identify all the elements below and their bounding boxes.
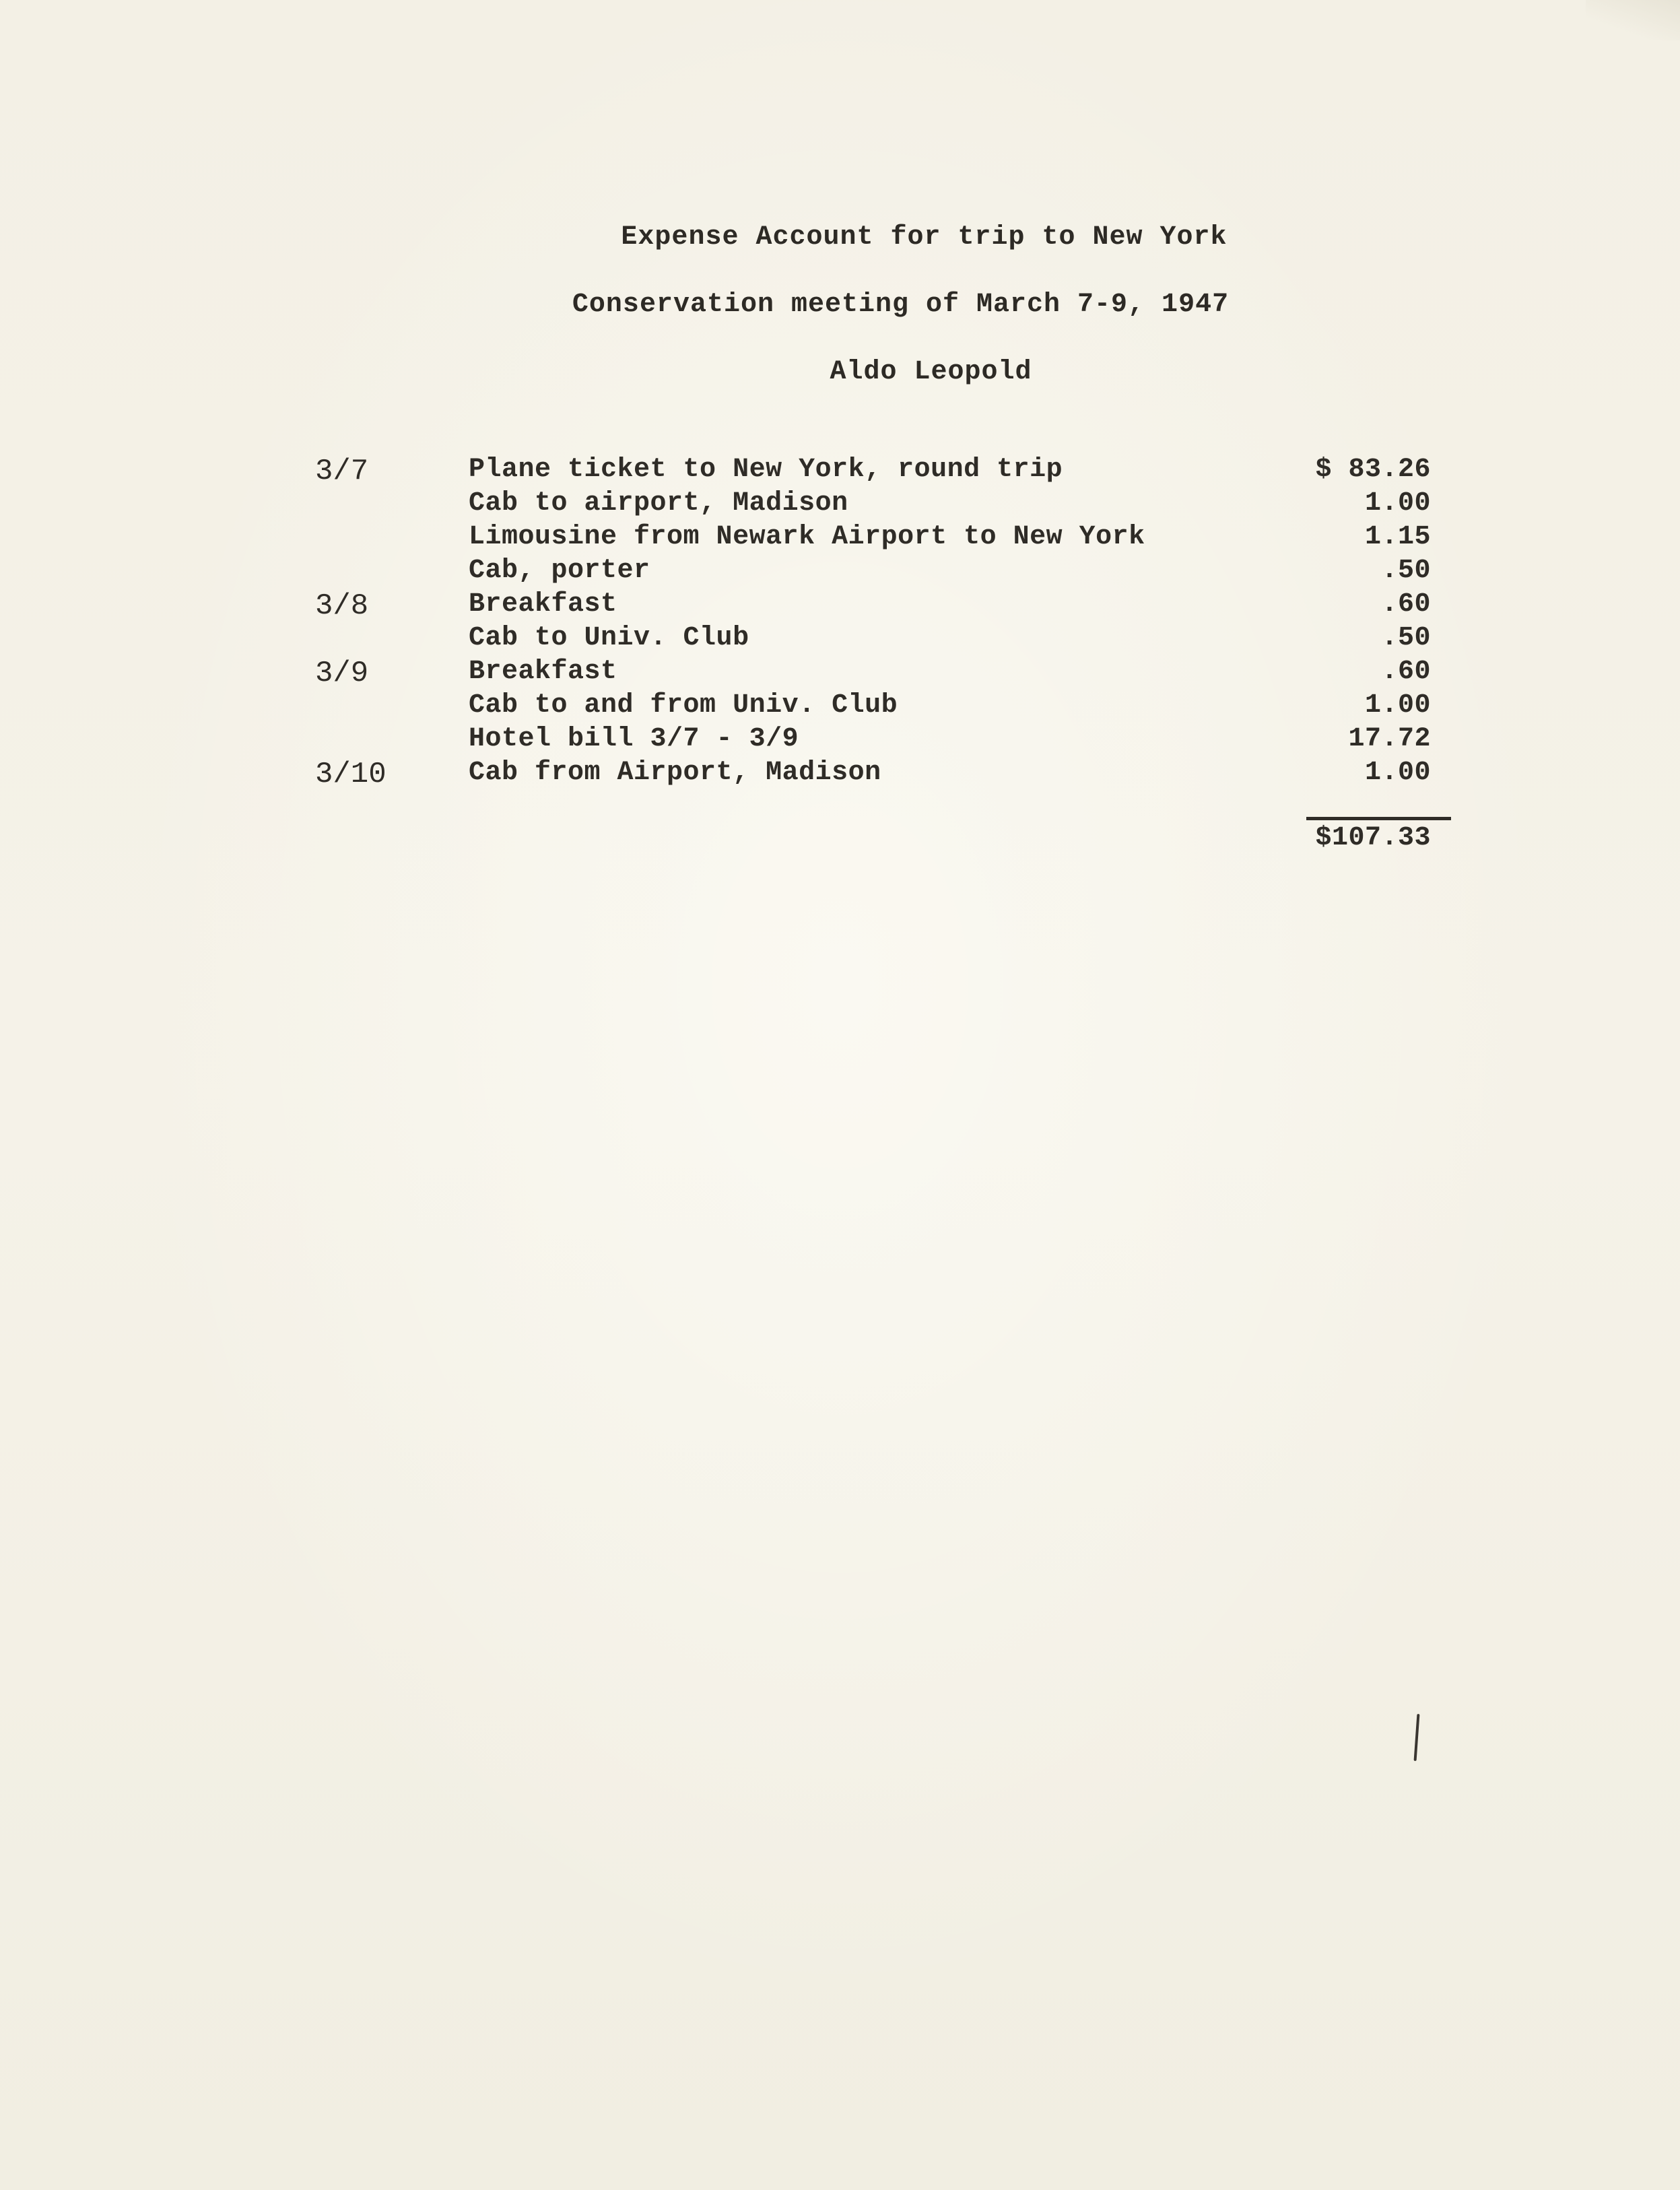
expense-row xyxy=(0,589,1680,623)
paper-corner xyxy=(1586,0,1680,40)
expense-amount: 1.00 xyxy=(1364,690,1431,721)
expense-description: Breakfast xyxy=(469,589,617,620)
expense-amount: .60 xyxy=(1381,589,1431,620)
expense-description: Breakfast xyxy=(469,657,617,687)
expense-description: Cab from Airport, Madison xyxy=(469,758,881,788)
expense-amount: 1.00 xyxy=(1364,758,1431,788)
expense-description: Cab to Univ. Club xyxy=(469,623,749,653)
expense-description: Cab, porter xyxy=(469,556,650,586)
expense-row xyxy=(0,657,1680,690)
expense-amount: 1.15 xyxy=(1364,522,1431,552)
expense-row xyxy=(0,455,1680,488)
expense-row xyxy=(0,724,1680,758)
document-title: Expense Account for trip to New York xyxy=(621,222,1228,253)
document-subtitle: Conservation meeting of March 7-9, 1947 xyxy=(572,290,1230,320)
expense-amount: .50 xyxy=(1381,556,1431,586)
expense-description: Cab to and from Univ. Club xyxy=(469,690,898,721)
expense-date: 3/9 xyxy=(315,657,369,690)
expense-description: Hotel bill 3/7 - 3/9 xyxy=(469,724,799,754)
expense-amount: 17.72 xyxy=(1348,724,1431,754)
expense-description: Cab to airport, Madison xyxy=(469,488,848,519)
total-divider xyxy=(1306,817,1451,820)
expense-amount: .50 xyxy=(1381,623,1431,653)
expense-amount: .60 xyxy=(1381,657,1431,687)
expense-row xyxy=(0,556,1680,589)
expense-total: $107.33 xyxy=(1315,823,1431,853)
expense-row xyxy=(0,522,1680,556)
expense-description: Limousine from Newark Airport to New York xyxy=(469,522,1145,552)
expense-amount: 1.00 xyxy=(1364,488,1431,519)
expense-amount: $ 83.26 xyxy=(1315,455,1431,485)
expense-date: 3/10 xyxy=(315,758,387,791)
pencil-mark xyxy=(1414,1714,1420,1761)
expense-row xyxy=(0,758,1680,791)
expense-date: 3/7 xyxy=(315,455,369,488)
expense-row xyxy=(0,623,1680,657)
expense-row xyxy=(0,488,1680,522)
expense-row xyxy=(0,690,1680,724)
expense-description: Plane ticket to New York, round trip xyxy=(469,455,1063,485)
document-author: Aldo Leopold xyxy=(830,357,1032,387)
expense-date: 3/8 xyxy=(315,589,369,623)
